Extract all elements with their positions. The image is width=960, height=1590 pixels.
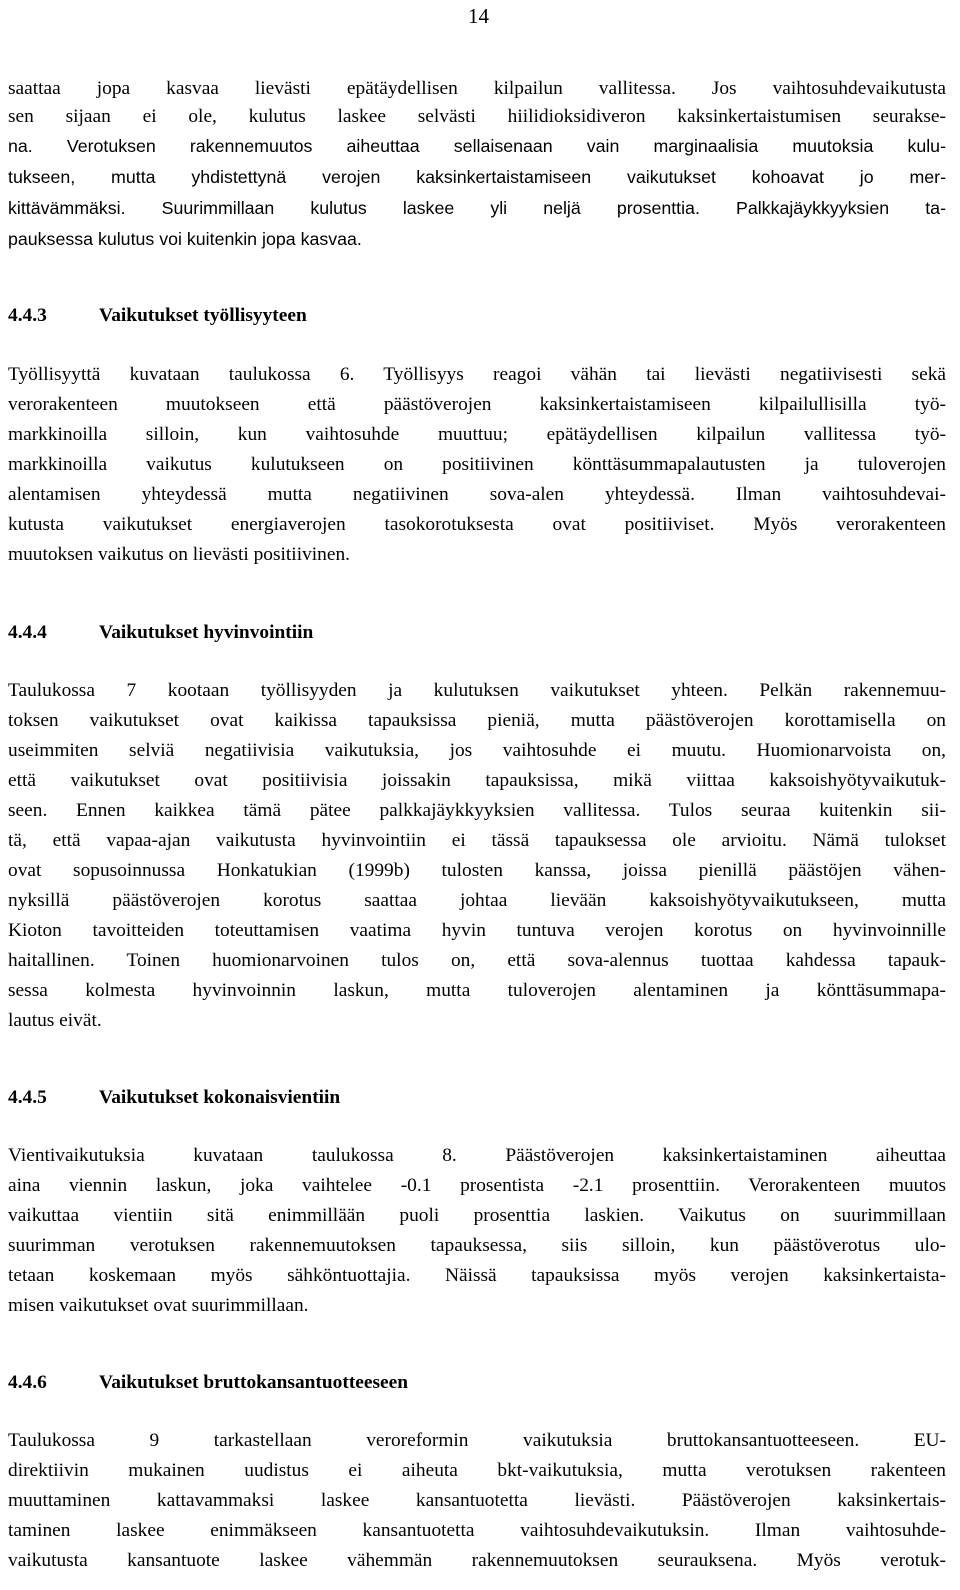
section-heading: [8, 1370, 408, 1396]
section-number: 4.4.4: [8, 622, 47, 643]
paragraph-line: useimmiten selviä negatiivisia vaikutuksia, jos vaihtosuhde ei muutu. Huomionarvoista on,: [8, 740, 946, 761]
paragraph-line: misen vaikutukset ovat suurimmillaan.: [8, 1295, 309, 1316]
paragraph-line: vaikutusta kansantuote laskee vähemmän rakennemuutoksen seurauksena. Myös verotuk-: [8, 1550, 946, 1571]
section-title: Vaikutukset kokonaisvientiin: [99, 1087, 341, 1108]
paragraph-line: aina viennin laskun, joka vaihtelee -0.1 prosentista -2.1 prosenttiin. Verorakenteen muutos: [8, 1175, 946, 1196]
section-heading: [8, 303, 307, 329]
paragraph-line: Kioton tavoitteiden toteuttamisen vaatima hyvin tuntuva verojen korotus on hyvinvoinnille: [8, 920, 946, 941]
section-title: Vaikutukset työllisyyteen: [99, 305, 307, 326]
intro-line: kittävämmäksi. Suurimmillaan kulutus laskee yli neljä prosenttia. Palkkajäykkyyksien ta-: [8, 198, 946, 218]
paragraph-line: direktiivin mukainen uudistus ei aiheuta bkt-vaikutuksia, mutta verotuksen rakenteen: [8, 1460, 946, 1481]
section-heading: [8, 1085, 340, 1111]
paragraph-line: Taulukossa 9 tarkastellaan veroreformin vaikutuksia bruttokansantuotteeseen. EU-: [8, 1430, 946, 1451]
intro-line: na. Verotuksen rakennemuutos aiheuttaa sellaisenaan vain marginaalisia muutoksia kulu-: [8, 136, 946, 156]
intro-line: pauksessa kulutus voi kuitenkin jopa kasvaa.: [8, 229, 362, 249]
paragraph-line: lautus eivät.: [8, 1010, 102, 1031]
intro-line: saattaa jopa kasvaa lievästi epätäydellisen kilpailun vallitessa. Jos vaihtosuhdevaikutusta: [8, 78, 946, 99]
section-title: Vaikutukset bruttokansantuotteeseen: [99, 1372, 409, 1393]
section-title: Vaikutukset hyvinvointiin: [99, 622, 314, 643]
paragraph-line: verorakenteen muutokseen että päästöverojen kaksinkertaistamiseen kilpailullisilla työ-: [8, 394, 946, 415]
section-number: 4.4.3: [8, 305, 47, 326]
paragraph-line: että vaikutukset ovat positiivisia joissakin tapauksissa, mikä viittaa kaksoishyötyvaikutuk-: [8, 770, 946, 791]
paragraph-line: markkinoilla vaikutus kulutukseen on positiivinen könttäsummapalautusten ja tuloverojen: [8, 454, 946, 475]
paragraph-line: kutusta vaikutukset energiaverojen tasokorotuksesta ovat positiiviset. Myös verorakenteen: [8, 514, 946, 535]
paragraph-line: nyksillä päästöverojen korotus saattaa johtaa lievään kaksoishyötyvaikutukseen, mutta: [8, 890, 946, 911]
paragraph-line: markkinoilla silloin, kun vaihtosuhde muuttuu; epätäydellisen kilpailun vallitessa työ-: [8, 424, 946, 445]
paragraph-line: alentamisen yhteydessä mutta negatiivinen sova-alen yhteydessä. Ilman vaihtosuhdevai-: [8, 484, 946, 505]
intro-line: tukseen, mutta yhdistettynä verojen kaksinkertaistamiseen vaikutukset kohoavat jo mer-: [8, 167, 946, 187]
paragraph-line: Vientivaikutuksia kuvataan taulukossa 8. Päästöverojen kaksinkertaistaminen aiheuttaa: [8, 1145, 946, 1166]
intro-line: sen sijaan ei ole, kulutus laskee selvästi hiilidioksidiveron kaksinkertaistumisen seurakse-: [8, 106, 946, 127]
paragraph-line: muuttaminen kattavammaksi laskee kansantuotetta lievästi. Päästöverojen kaksinkertais-: [8, 1490, 946, 1511]
paragraph-line: seen. Ennen kaikkea tämä pätee palkkajäykkyyksien vallitessa. Tulos seuraa kuitenkin sii-: [8, 800, 946, 821]
paragraph-line: suurimman verotuksen rakennemuutoksen tapauksessa, siis silloin, kun päästöverotus ulo-: [8, 1235, 946, 1256]
paragraph-line: Taulukossa 7 kootaan työllisyyden ja kulutuksen vaikutukset yhteen. Pelkän rakennemuu-: [8, 680, 946, 701]
page-number: 14: [468, 4, 489, 28]
paragraph-line: ovat sopusoinnussa Honkatukian (1999b) tulosten kanssa, joissa pienillä päästöjen vähen-: [8, 860, 946, 881]
paragraph-line: Työllisyyttä kuvataan taulukossa 6. Työllisyys reagoi vähän tai lievästi negatiivisesti sekä: [8, 364, 946, 385]
paragraph-line: tetaan koskemaan myös sähköntuottajia. Näissä tapauksissa myös verojen kaksinkertaista-: [8, 1265, 946, 1286]
section-heading: [8, 620, 313, 646]
section-number: 4.4.5: [8, 1087, 47, 1108]
paragraph-line: taminen laskee enimmäkseen kansantuotetta vaihtosuhdevaikutuksin. Ilman vaihtosuhde-: [8, 1520, 946, 1541]
paragraph-line: tä, että vapaa-ajan vaikutusta hyvinvointiin ei tässä tapauksessa ole arvioitu. Nämä tulokset: [8, 830, 946, 851]
section-number: 4.4.6: [8, 1372, 47, 1393]
paragraph-line: sessa kolmesta hyvinvoinnin laskun, mutta tuloverojen alentaminen ja könttäsummapa-: [8, 980, 946, 1001]
paragraph-line: toksen vaikutukset ovat kaikissa tapauksissa pieniä, mutta päästöverojen korottamisella on: [8, 710, 946, 731]
paragraph-line: vaikuttaa vientiin sitä enimmillään puoli prosenttia laskien. Vaikutus on suurimmillaan: [8, 1205, 946, 1226]
paragraph-line: haitallinen. Toinen huomionarvoinen tulos on, että sova-alennus tuottaa kahdessa tapauk-: [8, 950, 946, 971]
paragraph-line: muutoksen vaikutus on lievästi positiivinen.: [8, 544, 351, 565]
